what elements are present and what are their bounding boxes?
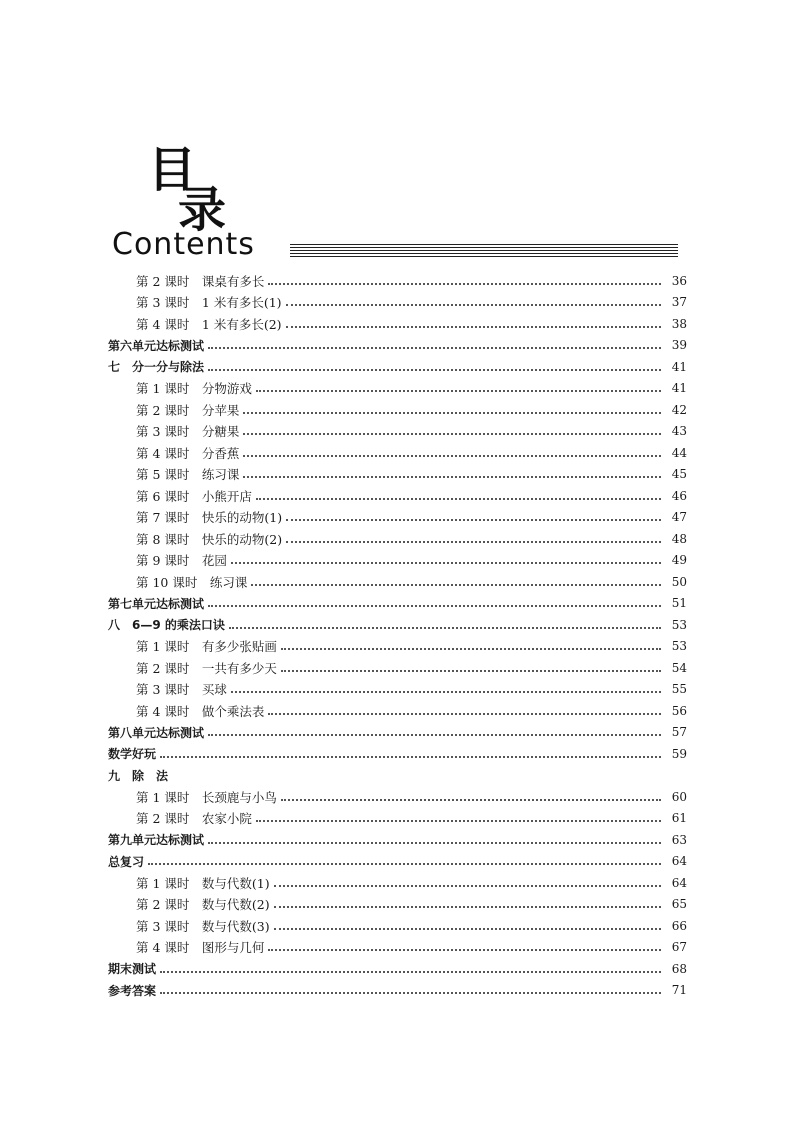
toc-entry-label: 第 1 课时 长颈鹿与小鸟 <box>136 789 277 805</box>
toc-page-number: 54 <box>671 660 687 675</box>
toc-page-number: 49 <box>671 553 687 568</box>
toc-entry-label: 第 8 课时 快乐的动物(2) <box>136 531 283 547</box>
toc-lesson-entry <box>108 571 687 593</box>
toc-unit-entry <box>108 980 687 1002</box>
toc-leader-dots <box>281 799 661 801</box>
toc-entry-label: 第 3 课时 买球 <box>136 682 227 698</box>
toc-entry-label: 第 1 课时 分物游戏 <box>136 381 252 397</box>
toc-entry-label: 第 7 课时 快乐的动物(1) <box>136 510 283 526</box>
toc-leader-dots <box>208 369 661 371</box>
toc-leader-dots <box>274 885 661 887</box>
toc-entry-label: 参考答案 <box>108 983 157 998</box>
toc-page-number: 71 <box>671 983 687 998</box>
toc-leader-dots <box>286 326 661 328</box>
toc-leader-dots <box>256 820 661 822</box>
toc-leader-dots <box>281 670 661 672</box>
toc-page-number: 38 <box>671 316 687 331</box>
toc-page-number: 53 <box>671 639 687 654</box>
toc-page-number: 42 <box>671 402 687 417</box>
toc-list <box>108 270 687 1001</box>
toc-unit-entry <box>108 958 687 980</box>
toc-lesson-entry <box>108 421 687 443</box>
toc-entry-label: 七 分一分与除法 <box>108 360 205 375</box>
toc-page-number: 45 <box>671 467 687 482</box>
toc-entry-label: 第七单元达标测试 <box>108 596 205 611</box>
toc-page-number: 41 <box>671 381 687 396</box>
toc-leader-dots <box>231 562 661 564</box>
toc-page-number: 64 <box>671 875 687 890</box>
toc-unit-entry <box>108 765 687 787</box>
toc-lesson-entry <box>108 292 687 314</box>
toc-lesson-entry <box>108 636 687 658</box>
toc-entry-label: 第 10 课时 练习课 <box>136 574 248 590</box>
toc-entry-label: 第 3 课时 分糖果 <box>136 424 240 440</box>
toc-page-number: 39 <box>671 338 687 353</box>
toc-leader-dots <box>148 863 661 865</box>
toc-page-number: 37 <box>671 295 687 310</box>
toc-entry-label: 第 3 课时 1 米有多长(1) <box>136 295 282 311</box>
toc-leader-dots <box>243 433 661 435</box>
toc-entry-label: 第 2 课时 分苹果 <box>136 402 240 418</box>
toc-page-number: 65 <box>671 897 687 912</box>
toc-page-number: 59 <box>671 746 687 761</box>
toc-leader-dots <box>251 584 661 586</box>
toc-page-number: 41 <box>671 359 687 374</box>
toc-lesson-entry <box>108 485 687 507</box>
title-contents: Contents <box>112 227 255 262</box>
toc-entry-label: 期末测试 <box>108 962 157 977</box>
toc-page-number: 67 <box>671 940 687 955</box>
toc-lesson-entry <box>108 464 687 486</box>
toc-leader-dots <box>243 412 661 414</box>
toc-unit-entry <box>108 593 687 615</box>
toc-leader-dots <box>286 304 661 306</box>
toc-entry-label: 第 2 课时 一共有多少天 <box>136 660 277 676</box>
toc-lesson-entry <box>108 786 687 808</box>
toc-page-number: 36 <box>671 273 687 288</box>
toc-page-number: 63 <box>671 832 687 847</box>
toc-lesson-entry <box>108 399 687 421</box>
title-rule-lines <box>290 244 678 260</box>
toc-unit-entry <box>108 743 687 765</box>
toc-leader-dots <box>286 541 661 543</box>
toc-leader-dots <box>268 283 661 285</box>
toc-entry-label: 第 4 课时 图形与几何 <box>136 940 265 956</box>
toc-page-number: 46 <box>671 488 687 503</box>
toc-lesson-entry <box>108 270 687 292</box>
toc-unit-entry <box>108 614 687 636</box>
toc-entry-label: 第 2 课时 数与代数(2) <box>136 897 270 913</box>
toc-entry-label: 第 6 课时 小熊开店 <box>136 488 252 504</box>
toc-page-number: 60 <box>671 789 687 804</box>
toc-lesson-entry <box>108 937 687 959</box>
toc-lesson-entry <box>108 808 687 830</box>
toc-lesson-entry <box>108 657 687 679</box>
toc-entry-label: 第 1 课时 数与代数(1) <box>136 875 270 891</box>
toc-page-number: 66 <box>671 918 687 933</box>
toc-leader-dots <box>160 756 661 758</box>
toc-lesson-entry <box>108 442 687 464</box>
toc-leader-dots <box>286 519 661 521</box>
title-char-lu: 录 <box>178 182 227 238</box>
toc-leader-dots <box>231 691 661 693</box>
toc-entry-label: 第 5 课时 练习课 <box>136 467 240 483</box>
toc-page-number: 68 <box>671 961 687 976</box>
toc-leader-dots <box>229 627 661 629</box>
toc-lesson-entry <box>108 313 687 335</box>
toc-page-number: 50 <box>671 574 687 589</box>
toc-unit-entry <box>108 722 687 744</box>
toc-leader-dots <box>256 390 661 392</box>
toc-lesson-entry <box>108 528 687 550</box>
toc-leader-dots <box>243 476 661 478</box>
toc-unit-entry <box>108 335 687 357</box>
toc-entry-label: 八 6—9 的乘法口诀 <box>108 618 225 633</box>
toc-leader-dots <box>160 992 661 994</box>
toc-unit-entry <box>108 356 687 378</box>
toc-page-number: 53 <box>671 617 687 632</box>
toc-lesson-entry <box>108 679 687 701</box>
toc-entry-label: 总复习 <box>108 854 145 869</box>
toc-entry-label: 九 除 法 <box>108 768 169 783</box>
toc-lesson-entry <box>108 378 687 400</box>
toc-leader-dots <box>268 949 661 951</box>
toc-leader-dots <box>256 498 661 500</box>
title-char-mu: 目 <box>148 142 197 198</box>
toc-page-number: 43 <box>671 424 687 439</box>
toc-lesson-entry <box>108 915 687 937</box>
toc-page-number: 64 <box>671 854 687 869</box>
toc-lesson-entry <box>108 700 687 722</box>
toc-leader-dots <box>208 842 661 844</box>
toc-leader-dots <box>208 347 661 349</box>
toc-page-number: 44 <box>671 445 687 460</box>
toc-entry-label: 第九单元达标测试 <box>108 833 205 848</box>
toc-leader-dots <box>281 648 661 650</box>
toc-entry-label: 第 1 课时 有多少张贴画 <box>136 639 277 655</box>
toc-entry-label: 第 2 课时 农家小院 <box>136 811 252 827</box>
toc-leader-dots <box>208 734 661 736</box>
toc-lesson-entry <box>108 550 687 572</box>
toc-leader-dots <box>268 713 661 715</box>
toc-lesson-entry <box>108 507 687 529</box>
toc-page-number: 48 <box>671 531 687 546</box>
toc-lesson-entry <box>108 872 687 894</box>
toc-leader-dots <box>274 928 661 930</box>
toc-entry-label: 第 9 课时 花园 <box>136 553 227 569</box>
toc-page-number: 47 <box>671 510 687 525</box>
toc-page-number: 56 <box>671 703 687 718</box>
toc-leader-dots <box>243 455 661 457</box>
toc-entry-label: 第 4 课时 做个乘法表 <box>136 703 265 719</box>
toc-unit-entry <box>108 829 687 851</box>
toc-lesson-entry <box>108 894 687 916</box>
toc-leader-dots <box>208 605 661 607</box>
toc-unit-entry <box>108 851 687 873</box>
toc-leader-dots <box>274 906 661 908</box>
toc-title <box>112 142 688 266</box>
toc-entry-label: 数学好玩 <box>108 747 157 762</box>
toc-entry-label: 第 3 课时 数与代数(3) <box>136 918 270 934</box>
toc-entry-label: 第 4 课时 1 米有多长(2) <box>136 316 282 332</box>
toc-entry-label: 第六单元达标测试 <box>108 338 205 353</box>
toc-page-number: 61 <box>671 811 687 826</box>
toc-page-number: 55 <box>671 682 687 697</box>
toc-page-number: 51 <box>671 596 687 611</box>
toc-leader-dots <box>160 971 661 973</box>
toc-entry-label: 第 2 课时 课桌有多长 <box>136 273 265 289</box>
toc-entry-label: 第八单元达标测试 <box>108 725 205 740</box>
toc-page-number: 57 <box>671 725 687 740</box>
toc-entry-label: 第 4 课时 分香蕉 <box>136 445 240 461</box>
